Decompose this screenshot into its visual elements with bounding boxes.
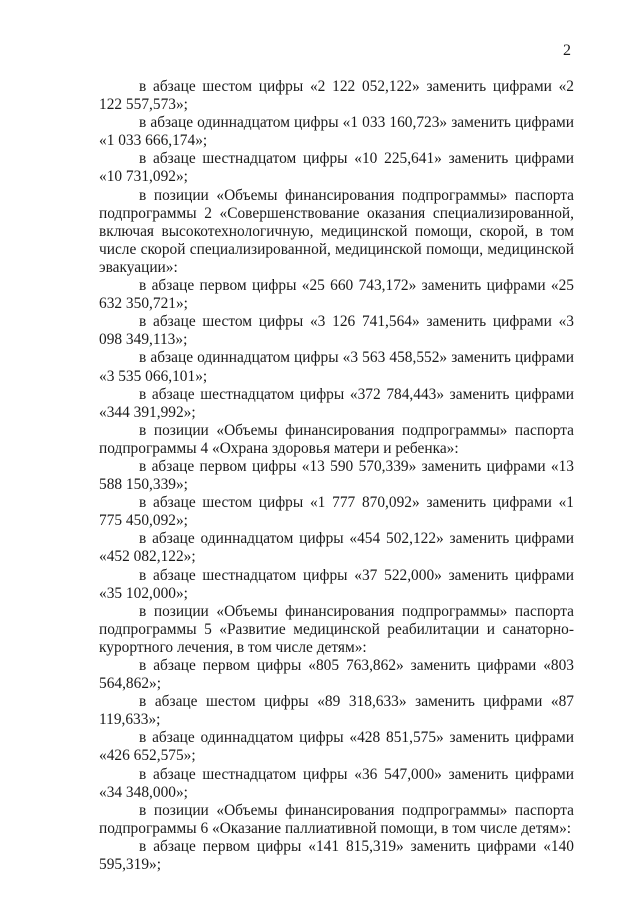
- paragraph: в позиции «Объемы финансирования подпрограммы» паспорта подпрограммы 6 «Оказание паллиативной помощи, в том числе детям»:: [99, 801, 574, 837]
- paragraph: в абзаце шестнадцатом цифры «372 784,443» заменить цифрами «344 391,992»;: [99, 385, 574, 421]
- paragraph: в позиции «Объемы финансирования подпрограммы» паспорта подпрограммы 5 «Развитие медицинской реабилитации и санаторно-курортного лечения, в том числе детям»:: [99, 602, 574, 656]
- page-number: 2: [563, 42, 571, 59]
- paragraph: в абзаце первом цифры «805 763,862» заменить цифрами «803 564,862»;: [99, 657, 574, 693]
- paragraph: в позиции «Объемы финансирования подпрограммы» паспорта подпрограммы 4 «Охрана здоровья матери и ребенка»:: [99, 421, 574, 457]
- paragraph: в абзаце шестом цифры «89 318,633» заменить цифрами «87 119,633»;: [99, 693, 574, 729]
- paragraph: в абзаце одиннадцатом цифры «1 033 160,723» заменить цифрами «1 033 666,174»;: [99, 114, 574, 150]
- paragraph: в абзаце шестом цифры «3 126 741,564» заменить цифрами «3 098 349,113»;: [99, 313, 574, 349]
- paragraph: в абзаце одиннадцатом цифры «454 502,122» заменить цифрами «452 082,122»;: [99, 530, 574, 566]
- paragraph: в абзаце первом цифры «141 815,319» заменить цифрами «140 595,319»;: [99, 837, 574, 874]
- paragraph: в позиции «Объемы финансирования подпрограммы» паспорта подпрограммы 2 «Совершенствование оказания специализированной, включая высокотехнологичную, медицинской помощи, скорой, в том числе скорой специализированной, медицинской помощи, медицинской эвакуации»:: [99, 186, 574, 276]
- paragraph: в абзаце шестом цифры «2 122 052,122» заменить цифрами «2 122 557,573»;: [99, 78, 574, 114]
- paragraph: в абзаце одиннадцатом цифры «3 563 458,552» заменить цифрами «3 535 066,101»;: [99, 349, 574, 385]
- document-body: [99, 78, 574, 874]
- paragraph: в абзаце одиннадцатом цифры «428 851,575» заменить цифрами «426 652,575»;: [99, 729, 574, 765]
- paragraph: в абзаце первом цифры «25 660 743,172» заменить цифрами «25 632 350,721»;: [99, 277, 574, 313]
- paragraph: в абзаце первом цифры «13 590 570,339» заменить цифрами «13 588 150,339»;: [99, 457, 574, 494]
- paragraph: в абзаце шестнадцатом цифры «36 547,000» заменить цифрами «34 348,000»;: [99, 765, 574, 801]
- paragraph: в абзаце шестнадцатом цифры «37 522,000» заменить цифрами «35 102,000»;: [99, 566, 574, 602]
- paragraph: в абзаце шестом цифры «1 777 870,092» заменить цифрами «1 775 450,092»;: [99, 494, 574, 530]
- paragraph: в абзаце шестнадцатом цифры «10 225,641» заменить цифрами «10 731,092»;: [99, 150, 574, 186]
